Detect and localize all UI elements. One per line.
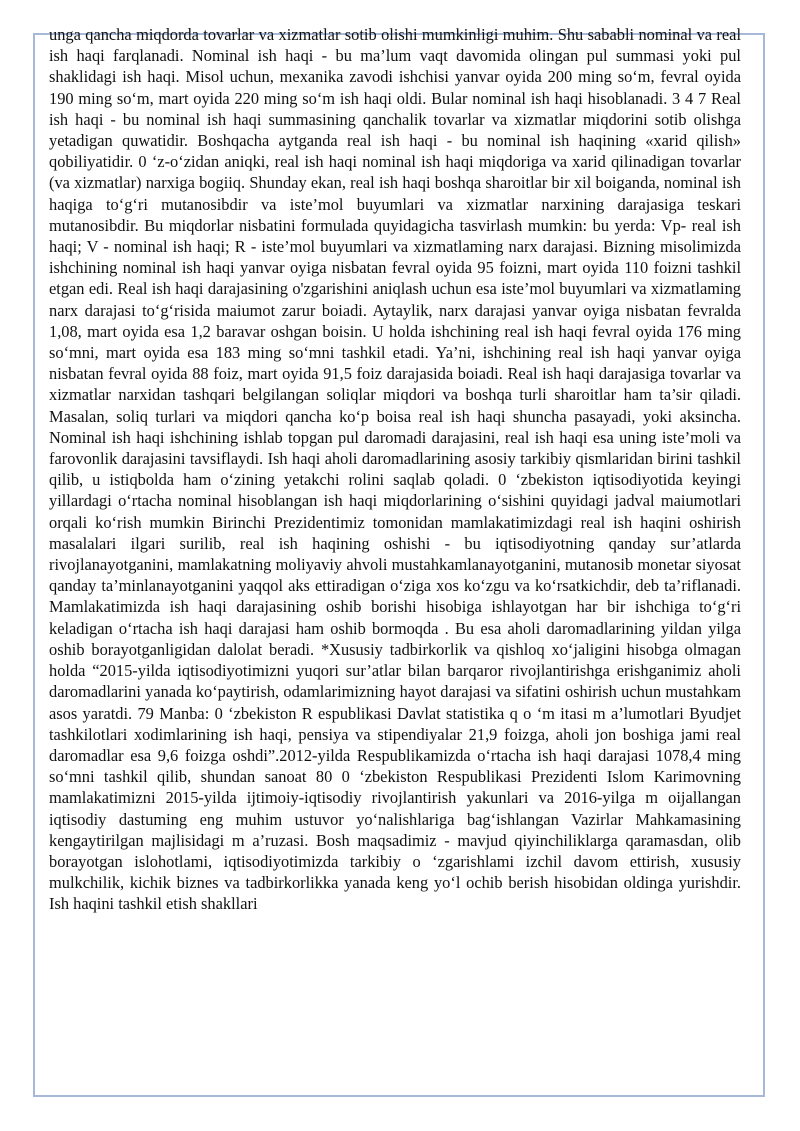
body-paragraph: unga qancha miqdorda tovarlar va xizmatlar sotib olishi mumkinligi muhim. Shu sababli nominal va real ish haqi farqlanadi. Nominal ish haqi - bu ma’lum vaqt davomida olingan pul summasi yoki pul shaklidagi ish haqi. Misol uchun, mexanika zavodi ishchisi yanvar oyida 200 ming so‘m, fevral oyida 190 ming so‘m, mart oyida 220 ming so‘m ish haqi oldi. Bular nominal ish haqi hisoblanadi. 3 4 7 Real ish haqi - bu nominal ish haqi summasining qanchalik tovarlar va xizmatlar miqdorini sotib olishga yetadigan quwatidir. Boshqacha aytganda real ish haqi - bu nominal ish haqining «xarid qilish» qobiliyatidir. 0 ‘z-o‘zidan aniqki, real ish haqi nominal ish haqi miqdoriga va xarid qilinadigan tovarlar (va xizmatlar) narxiga bogiiq. Shunday ekan, real ish haqi boshqa sharoitlar bir xil boiganda, nominal ish haqiga to‘g‘ri mutanosibdir va iste’mol buyumlari va xizmatlar narxining darajasiga teskari mutanosibdir. Bu miqdorlar nisbatini formulada quyidagicha tasvirlash mumkin: bu yerda: Vp- real ish haqi; V - nominal ish haqi; R - iste’mol buyumlari va xizmatlaming narx darajasi. Bizning misolimizda ishchining nominal ish haqi yanvar oyiga nisbatan fevral oyida 95 foizni, mart oyida 110 foizni tashkil etgan edi. Real ish haqi darajasining o'zgarishini aniqlash uchun esa iste’mol buyumlari va xizmatlaming narx darajasi to‘g‘risida maiumot zarur boiadi. Aytaylik, narx darajasi yanvar oyiga nisbatan fevralda 1,08, mart oyida esa 1,2 baravar oshgan boisin. U holda ishchining real ish haqi fevral oyida 176 ming so‘mni, mart oyida esa 183 ming so‘mni tashkil etadi. Ya’ni, ishchining real ish haqi yanvar oyiga nisbatan fevral oyida 88 foiz, mart oyida 91,5 foiz darajasida boiadi. Real ish haqi darajasiga tovarlar va xizmatlar narxidan tashqari belgilangan soliqlar miqdori va boshqa turli sharoitlar ham ta’sir qiladi. Masalan, soliq turlari va miqdori qancha ko‘p boisa real ish haqi shuncha pasayadi, yoki aksincha. Nominal ish haqi ishchining ishlab topgan pul daromadi darajasini, real ish haqi esa uning iste’moli va farovonlik darajasini tavsiflaydi. Ish haqi aholi daromadlarining asosiy tarkibiy qismlaridan birini tashkil qilib, u istiqbolda ham o‘zining yetakchi rolini saqlab qoladi. 0 ‘zbekiston iqtisodiyotida keyingi yillardagi o‘rtacha nominal hisoblangan ish haqi miqdorlarining o‘sishini quyidagi jadval maiumotlari orqali ko‘rish mumkin Birinchi Prezidentimiz tomonidan mamlakatimizdagi real ish haqini oshirish masalalari ilgari surilib, real ish haqining oshishi - bu iqtisodiyotning qanday sur’atlarda rivojlanayotganini, mamlakatning moliyaviy ahvoli mustahkamlanayotganini, mutanosib monetar siyosat qanday ta’minlanayotganini yaqqol aks ettiradigan o‘ziga xos ko‘zgu va ko‘rsatkichdir, deb ta’riflanadi. Mamlakatimizda ish haqi darajasining oshib borishi hisobiga ishlayotgan har bir ishchiga to‘g‘ri keladigan o‘rtacha ish haqi darajasi ham oshib bormoqda . Bu esa aholi daromadlarining yildan yilga oshib borayotganligidan dalolat beradi. *Xususiy tadbirkorlik va qishloq xo‘jaligini hisobga olmagan holda “2015-yilda iqtisodiyotimizni yuqori sur’atlar bilan barqaror rivojlantirishga erishganimiz aholi daromadlarini yanada ko‘paytirish, odamlarimizning hayot darajasi va sifatini oshirish uchun mustahkam asos yaratdi. 79 Manba: 0 ‘zbekiston R espublikasi Davlat statistika q o ‘m itasi m a’lumotlari Byudjet tashkilotlari xodimlarining ish haqi, pensiya va stipendiyalar 21,9 foizga, aholi jon boshiga jami real daromadlar esa 9,6 foizga oshdi”.2012-yilda Respublikamizda o‘rtacha ish haqi darajasi 1078,4 ming so‘mni tashkil qilib, shundan sanoat 80 0 ‘zbekiston Respublikasi Prezidenti Islom Karimovning mamlakatimizni 2015-yilda ijtimoiy-iqtisodiy rivojlantirish yakunlari va 2016-yilga m oijallangan iqtisodiy dastuming eng muhim ustuvor yo‘nalishlariga bag‘ishlangan Vazirlar Mahkamasining kengaytirilgan majlisidagi m a’ruzasi. Bosh maqsadimiz - mavjud qiyinchiliklarga qaramasdan, olib borayotgan islohotlami, iqtisodiyotimizda tarkibiy o ‘zgarishlami izchil davom ettirish, xususiy mulkchilik, kichik biznes va tadbirkorlikka yanada keng yo‘l ochib berish hisobidan oldinga yurishdir. Ish haqini tashkil etish shakllari	[49, 25, 741, 914]
